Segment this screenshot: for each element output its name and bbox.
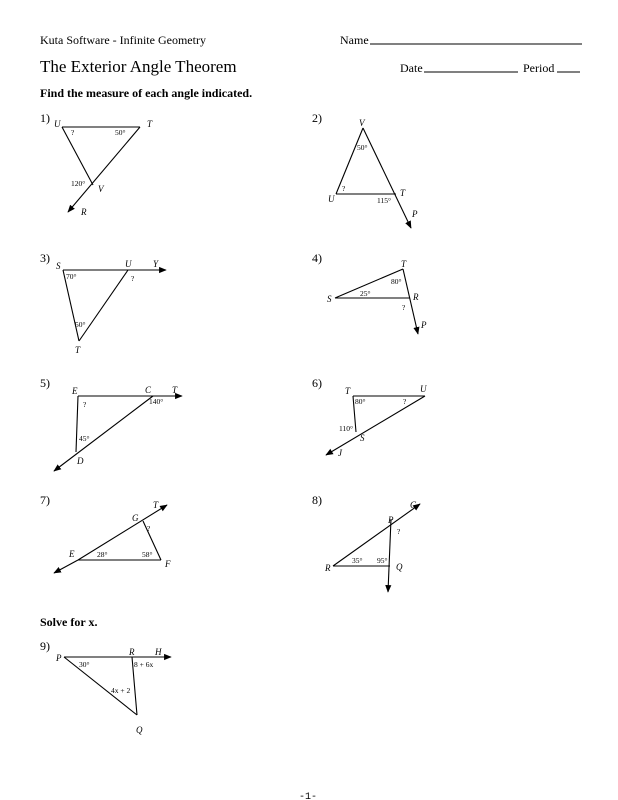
angle-label: 70° — [66, 272, 77, 281]
vertex-label: G — [132, 513, 139, 523]
vertex-label: S — [360, 433, 365, 443]
vertex-label: T — [401, 259, 407, 269]
angle-label: 120° — [71, 179, 86, 188]
angle-label: ? — [397, 527, 401, 536]
angle-label: 28° — [97, 550, 108, 559]
vertex-label: T — [153, 500, 159, 510]
problem-number: 4) — [312, 251, 322, 265]
vertex-label: R — [129, 647, 135, 657]
vertex-label: T — [172, 385, 178, 395]
vertex-label: J — [338, 448, 342, 458]
vertex-label: T — [75, 345, 81, 355]
angle-label: 45° — [79, 434, 90, 443]
angle-label: ? — [147, 524, 151, 533]
vertex-label: G — [410, 500, 417, 510]
angle-label: 80° — [355, 397, 366, 406]
angle-label: ? — [402, 303, 406, 312]
vertex-label: R — [81, 207, 87, 217]
vertex-label: S — [327, 294, 332, 304]
angle-label: 80° — [391, 277, 402, 286]
problem-number: 3) — [40, 251, 50, 265]
vertex-label: P — [56, 653, 62, 663]
angle-label: 95° — [377, 556, 388, 565]
vertex-label: D — [77, 456, 84, 466]
vertex-label: Q — [396, 562, 403, 572]
vertex-label: E — [69, 549, 75, 559]
instructions-find: Find the measure of each angle indicated. — [40, 86, 253, 100]
vertex-label: C — [145, 385, 152, 395]
vertex-label: F — [165, 559, 171, 569]
problem-9 — [40, 639, 171, 735]
angle-label: ? — [403, 397, 407, 406]
angle-label: ? — [83, 400, 87, 409]
angle-label: 50° — [115, 128, 126, 137]
vertex-label: U — [125, 259, 132, 269]
vertex-label: H — [155, 647, 162, 657]
angle-label: 35° — [352, 556, 363, 565]
vertex-label: E — [72, 386, 78, 396]
problem-number: 2) — [312, 111, 322, 125]
problem-4 — [312, 251, 427, 334]
angle-label: 50° — [357, 143, 368, 152]
vertex-label: R — [413, 292, 419, 302]
problem-2 — [312, 111, 418, 228]
vertex-label: T — [400, 188, 406, 198]
vertex-label: Y — [153, 259, 159, 269]
problem-number: 6) — [312, 376, 322, 390]
vertex-label: U — [328, 194, 335, 204]
period-label: Period — [523, 61, 555, 75]
problem-3 — [40, 251, 166, 355]
problem-number: 1) — [40, 111, 50, 125]
problem-5 — [40, 376, 182, 471]
angle-label: ? — [342, 184, 346, 193]
page-title: The Exterior Angle Theorem — [40, 57, 237, 76]
angle-label: 50° — [75, 320, 86, 329]
vertex-label: U — [54, 119, 61, 129]
problem-6 — [312, 376, 427, 458]
vertex-label: R — [325, 563, 331, 573]
angle-label: 8 + 6x — [134, 660, 154, 669]
angle-label: 58° — [142, 550, 153, 559]
angle-label: 30° — [79, 660, 90, 669]
problem-7 — [40, 493, 171, 573]
problem-number: 7) — [40, 493, 50, 507]
vertex-label: T — [147, 119, 153, 129]
vertex-label: Q — [136, 725, 143, 735]
vertex-label: V — [98, 184, 104, 194]
name-label: Name — [340, 33, 369, 47]
angle-label: ? — [131, 274, 135, 283]
vertex-label: V — [359, 118, 365, 128]
date-label: Date — [400, 61, 423, 75]
vertex-label: S — [56, 261, 61, 271]
problem-number: 9) — [40, 639, 50, 653]
vertex-label: T — [345, 386, 351, 396]
vertex-label: U — [420, 384, 427, 394]
problem-1 — [40, 111, 153, 217]
instructions-solve: Solve for x. — [40, 615, 98, 629]
angle-label: 140° — [149, 397, 164, 406]
angle-label: ? — [71, 128, 75, 137]
software-name: Kuta Software - Infinite Geometry — [40, 33, 206, 47]
problem-number: 8) — [312, 493, 322, 507]
vertex-label: P — [421, 320, 427, 330]
vertex-label: P — [412, 209, 418, 219]
angle-label: 25° — [360, 289, 371, 298]
page-number: -1- — [299, 792, 318, 800]
angle-label: 115° — [377, 196, 391, 205]
problem-8 — [312, 493, 420, 592]
vertex-label: P — [388, 515, 394, 525]
angle-label: 110° — [339, 424, 353, 433]
problem-number: 5) — [40, 376, 50, 390]
angle-label: 4x + 2 — [111, 686, 131, 695]
